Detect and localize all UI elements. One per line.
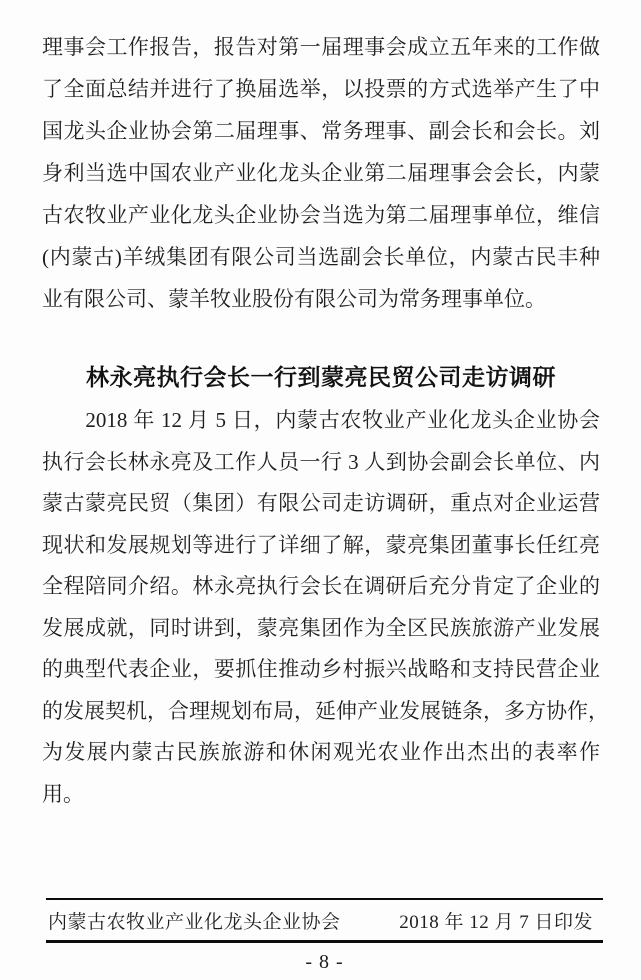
text-line: 2018 年 12 月 5 日，内蒙古农牧业产业化龙头企业协会	[42, 408, 600, 432]
text-line: 身利当选中国农业产业化龙头企业第二届理事会会长，内蒙	[42, 161, 600, 185]
text-line: 现状和发展规划等进行了详细了解，蒙亮集团董事长任红亮	[42, 532, 600, 557]
article-title: 林永亮执行会长一行到蒙亮民贸公司走访调研	[86, 364, 556, 390]
text-line: 业有限公司、蒙羊牧业股份有限公司为常务理事单位。	[42, 287, 546, 311]
text-line: 的发展契机，合理规划布局，延伸产业发展链条，多方协作，	[42, 698, 609, 723]
page-content	[42, 26, 609, 815]
footer-issuer: 内蒙古农牧业产业化龙头企业协会	[48, 911, 341, 933]
text-line: 蒙古蒙亮民贸（集团）有限公司走访调研，重点对企业运营	[42, 491, 600, 515]
text-line: 古农牧业产业化龙头企业协会当选为第二届理事单位，维信	[42, 203, 600, 227]
footer-issue-date: 2018 年 12 月 7 日印发	[399, 911, 593, 933]
text-line: 理事会工作报告，报告对第一届理事会成立五年来的工作做	[42, 35, 600, 59]
text-line: 发展成就，同时讲到，蒙亮集团作为全区民族旅游产业发展	[42, 615, 600, 640]
footer-rule-row	[46, 898, 603, 943]
text-line: 执行会长林永亮及工作人员一行 3 人到协会副会长单位、内	[42, 449, 600, 474]
continuation-paragraph	[42, 26, 600, 320]
text-line: 用。	[42, 781, 84, 806]
article-body	[42, 400, 609, 815]
text-line: (内蒙古)羊绒集团有限公司当选副会长单位，内蒙古民丰种	[42, 245, 600, 269]
text-line: 的典型代表企业，要抓住推动乡村振兴战略和支持民营企业	[42, 657, 600, 681]
text-line: 了全面总结并进行了换届选举，以投票的方式选举产生了中	[42, 77, 600, 101]
text-line: 为发展内蒙古民族旅游和休闲观光农业作出杰出的表率作	[42, 740, 600, 764]
text-line: 全程陪同介绍。林永亮执行会长在调研后充分肯定了企业的	[42, 574, 600, 598]
page-footer	[46, 898, 603, 975]
text-line: 国龙头企业协会第二届理事、常务理事、副会长和会长。刘	[42, 119, 600, 143]
page-number: - 8 -	[305, 951, 344, 973]
